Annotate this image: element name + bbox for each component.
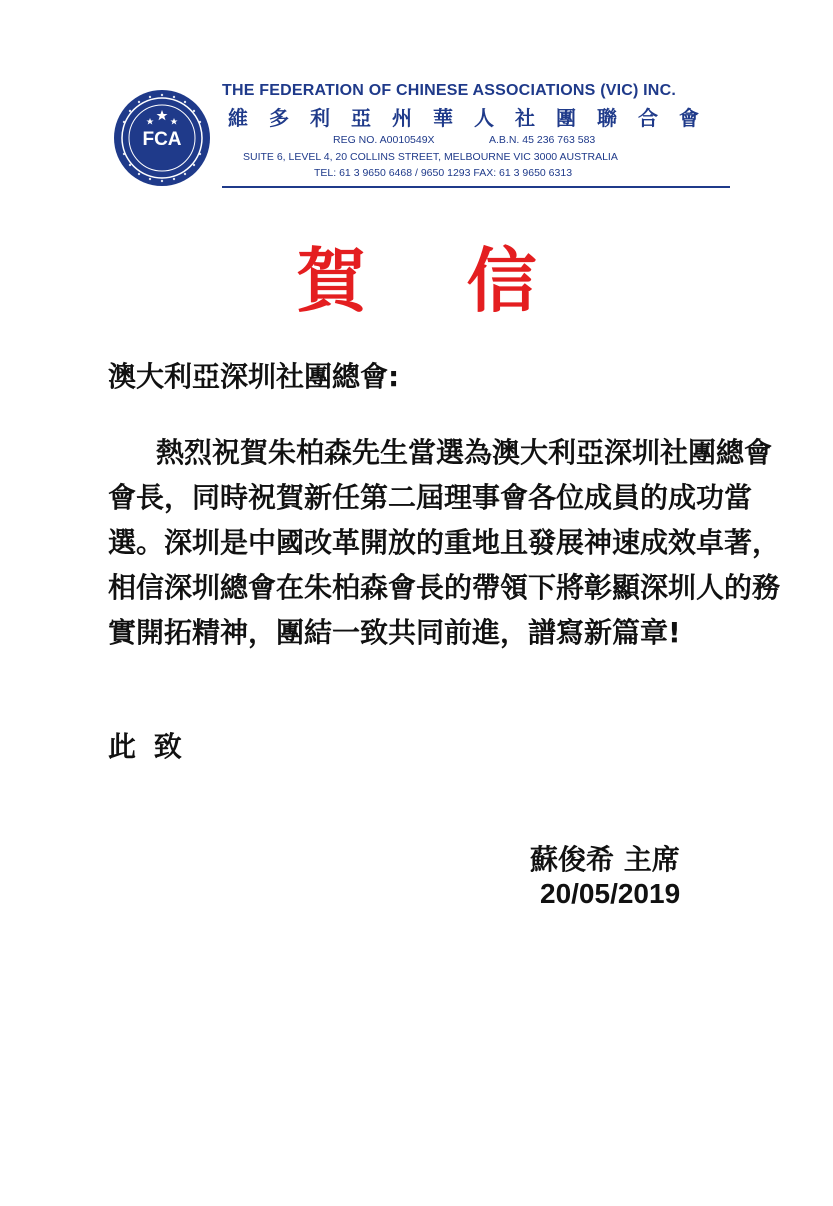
registration-number: REG NO. A0010549X xyxy=(333,134,435,146)
letter-title: 賀 信 xyxy=(296,240,575,322)
phone-fax: TEL: 61 3 9650 6468 / 9650 1293 FAX: 61 3 9650 6313 xyxy=(314,167,573,179)
fca-logo xyxy=(112,88,212,188)
letter-salutation: 澳大利亞深圳社團總會: xyxy=(108,360,400,393)
letterhead xyxy=(108,78,732,190)
org-name-chinese: 維多利亞州華人社團聯合會 xyxy=(228,106,720,130)
letterhead-divider xyxy=(222,186,730,188)
abn-number: A.B.N. 45 236 763 583 xyxy=(489,134,596,146)
letter-date: 20/05/2019 xyxy=(540,878,681,909)
letter-body: 熱烈祝賀朱柏森先生當選為澳大利亞深圳社團總會會長，同時祝賀新任第二屆理事會各位成員的成功當選。深圳是中國改革開放的重地且發展神速成效卓著，相信深圳總會在朱柏森會長的帶領下將彰顯深圳人的務實開拓精神，團結一致共同前進，譜寫新篇章! xyxy=(108,436,781,649)
svg-text:FCA: FCA xyxy=(142,129,182,150)
letter-closing: 此 致 xyxy=(108,730,186,763)
org-name-english: THE FEDERATION OF CHINESE ASSOCIATIONS (VIC) INC. xyxy=(222,82,676,99)
signer-name: 蘇俊希 主席 xyxy=(530,843,680,876)
postal-address: SUITE 6, LEVEL 4, 20 COLLINS STREET, MELBOURNE VIC 3000 AUSTRALIA xyxy=(243,151,618,163)
